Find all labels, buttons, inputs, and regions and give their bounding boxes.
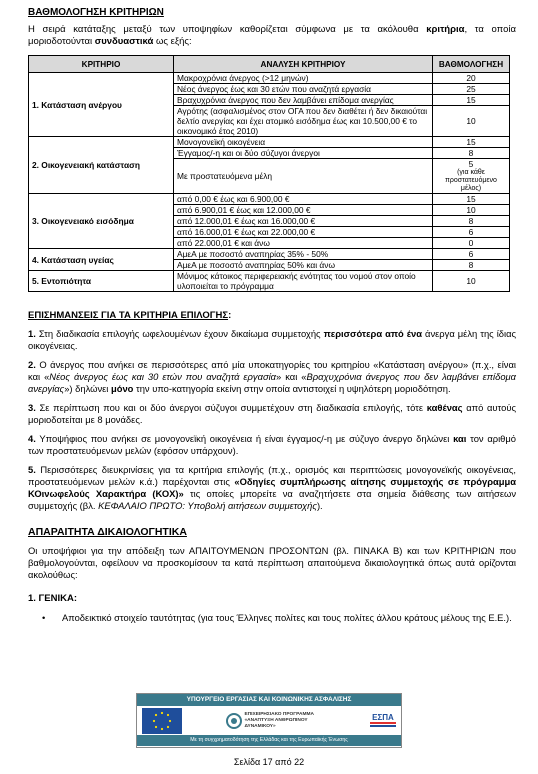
criterion-name: 1. Κατάσταση ανέργου [29,73,174,137]
note-4 [28,433,516,457]
note-text: Σε περίπτωση που και οι δύο άνεργοι σύζυγοι συμμετέχουν στη διαδικασία επιλογής, τότε [35,402,427,413]
criterion-score: 8 [433,216,510,227]
criterion-detail: Μόνιμος κάτοικος περιφερειακής ενότητας του νομού στον οποίο υλοποιείται το πρόγραμμα [174,271,433,292]
intro-text: Η σειρά κατάταξης μεταξύ των υποψηφίων καθορίζεται σύμφωνα με τα ακόλουθα [28,24,427,35]
table-row [29,73,510,84]
note-bold: και [453,433,467,444]
note-1 [28,328,516,352]
criterion-score: 8 [433,260,510,271]
ministry-label: ΥΠΟΥΡΓΕΙΟ ΕΡΓΑΣΙΑΣ ΚΑΙ ΚΟΙΝΩΝΙΚΗΣ ΑΣΦΑΛΙΣΗΣ [137,694,401,706]
section-title: ΒΑΘΜΟΛΟΓΗΣΗ ΚΡΙΤΗΡΙΩΝ [28,7,164,18]
note-text: Περισσότερες διευκρινίσεις για τα κριτήρια επιλογής (π.χ., ορισμός και περιπτώσεις μονογονεϊκής οικογένειας, προστατευόμενων μελών κ.ά.) παρέχονται στις [28,464,516,487]
criterion-detail: ΑμεΑ με ποσοστό αναπηρίας 35% - 50% [174,249,433,260]
bullet-icon: • [42,612,46,623]
logos-row [137,706,401,735]
criterion-score: 6 [433,227,510,238]
criterion-detail: Έγγαμος/-η και οι δύο σύζυγοι άνεργοι [174,148,433,159]
table-row [29,194,510,205]
criterion-name: 2. Οικογενειακή κατάσταση [29,137,174,194]
documents-title: ΑΠΑΡΑΙΤΗΤΑ ΔΙΚΑΙΟΛΟΓΗΤΙΚΑ [28,526,187,538]
header-criterion: ΚΡΙΤΗΡΙΟ [29,56,174,73]
note-5 [28,464,516,512]
note-2 [28,359,516,395]
page-number: Σελίδα 17 από 22 [233,757,305,767]
espa-text: ΕΣΠΑ [372,713,394,722]
criterion-detail: Νέος άνεργος έως και 30 ετών που αναζητά εργασία [174,84,433,95]
list-item-text: Αποδεικτικό στοιχείο ταυτότητας (για τους Έλληνες πολίτες και τους πολίτες άλλου κράτους μέλους της Ε.Ε.). [62,612,512,623]
espa-stripes-icon [370,722,396,728]
note-number: 4. [28,433,36,444]
score-value: 5 [468,159,474,169]
note-bold: «Οδηγίες συμπλήρωσης αίτησης συμμετοχής σε πρόγραμμα ΚΟινωφελούς Χαρακτήρα (ΚΟΧ)» [28,476,516,499]
note-text: » και « [276,371,307,382]
criterion-score: 15 [433,194,510,205]
header-analysis: ΑΝΑΛΥΣΗ ΚΡΙΤΗΡΙΟΥ [174,56,433,73]
criterion-detail: από 6.900,01 € έως και 12.000,00 € [174,205,433,216]
criterion-score: 10 [433,106,510,137]
note-number: 1. [28,328,36,339]
note-bold: καθένας [426,402,463,413]
intro-text: , τα οποία μοριοδοτούνται [28,24,516,47]
criterion-score: 15 [433,95,510,106]
note-italic: Νέος άνεργος έως και 30 ετών που αναζητά εργασία [49,371,277,382]
table-row [29,249,510,260]
criterion-detail: από 12.000,01 € έως και 16.000,00 € [174,216,433,227]
score-note: (για κάθε προστατευόμενο μέλος) [445,169,497,192]
criterion-score: 10 [433,205,510,216]
note-text: από αυτούς μοριοδοτείται με 8 μονάδες. [28,402,516,425]
program-name: ΕΠΙΧΕΙΡΗΣΙΑΚΟ ΠΡΟΓΡΑΜΜΑ «ΑΝΑΠΤΥΞΗ ΑΝΘΡΩΠΙΝΟΥ ΔΥΝΑΜΙΚΟΥ» [244,711,314,729]
criterion-score: 8 [433,148,510,159]
note-number: 2. [28,359,36,370]
criterion-score: 6 [433,249,510,260]
criterion-detail: Βραχυχρόνια άνεργος που δεν λαμβάνει επίδομα ανεργίας [174,95,433,106]
note-number: 3. [28,402,36,413]
criterion-name: 4. Κατάσταση υγείας [29,249,174,271]
criterion-score: 0 [433,238,510,249]
criterion-detail: Μονογονεϊκή οικογένεια [174,137,433,148]
criterion-score: 10 [433,271,510,292]
note-text: Ο άνεργος που ανήκει σε περισσότερες από μία υποκατηγορίες του κριτηρίου «Κατάσταση ανέργου» (π.χ., είναι και « [28,359,516,382]
espa-logo [370,713,396,728]
criterion-score: 25 [433,84,510,95]
criterion-detail: από 0,00 € έως και 6.900,00 € [174,194,433,205]
table-row [29,271,510,292]
criterion-detail: από 16.000,01 € έως και 22.000,00 € [174,227,433,238]
criterion-score [433,159,510,194]
notes-title-colon: : [228,310,232,321]
note-text: ). [316,500,323,511]
intro-bold: κριτήρια [426,24,465,35]
program-logo [226,712,327,730]
note-text: άνεργα μέλη της ίδιας οικογένειας. [28,328,517,351]
program-emblem-icon [226,713,242,729]
note-italic: Βραχυχρόνια άνεργος που δεν λαμβάνει επίδομα ανεργίας [28,371,517,394]
note-text: τις οποίες μπορείτε να αναζητήσετε στα σημεία διάθεσης των αιτήσεων συμμετοχής (βλ. [28,488,517,511]
document-page [28,0,516,624]
header-score: ΒΑΘΜΟΛΟΓΗΣΗ [433,56,510,73]
note-bold: περισσότερα από ένα [323,328,423,339]
criterion-name: 3. Οικογενειακό εισόδημα [29,194,174,249]
note-3 [28,402,516,426]
criterion-detail: από 22.000,01 € και άνω [174,238,433,249]
intro-bold: συνδυαστικά [94,36,154,47]
note-bold: μόνο [111,383,134,394]
note-text: ») δηλώνει [64,383,111,394]
notes-title-text: ΕΠΙΣΗΜΑΝΣΕΙΣ ΓΙΑ ΤΑ ΚΡΙΤΗΡΙΑ ΕΠΙΛΟΓΗΣ [28,310,229,321]
table-row [29,137,510,148]
cofunding-label: Με τη συγχρηματοδότηση της Ελλάδας και της Ευρωπαϊκής Ένωσης [137,735,401,746]
note-text: Υποψήφιος που ανήκει σε μονογονεϊκή οικογένεια ή είναι έγγαμος/-η με σύζυγο άνεργο δηλώνει [35,433,454,444]
list-item [28,612,516,624]
note-text: τον αριθμό των προστατευόμενων μελών (εφόσον υπάρχουν). [28,433,517,456]
intro-text: ως εξής: [153,36,192,47]
table-header-row [29,56,510,73]
criterion-detail: Με προστατευόμενα μέλη [174,159,433,194]
note-number: 5. [28,464,36,475]
note-text: την υπο-κατηγορία εκείνη στην οποία αντιστοιχεί η υψηλότερη μοριοδότηση. [133,383,451,394]
criterion-detail: ΑμεΑ με ποσοστό αναπηρίας 50% και άνω [174,260,433,271]
intro-paragraph [28,24,516,48]
eu-flag-icon [142,708,182,734]
criterion-detail: Μακροχρόνια άνεργος (>12 μηνών) [174,73,433,84]
documents-intro: Οι υποψήφιοι για την απόδειξη των ΑΠΑΙΤΟΥΜΕΝΩΝ ΠΡΟΣΟΝΤΩΝ (βλ. ΠΙΝΑΚΑ Β) και των ΚΡΙΤΗΡΙΩΝ που βαθμολογούνται, οφείλουν να προσκομίσουν τα κατά περίπτωση απαιτούμενα δικαιολογητικά όπως αυτά ορίζονται ακολούθως: [28,545,516,580]
criterion-score: 20 [433,73,510,84]
note-italic: ΚΕΦΑΛΑΙΟ ΠΡΩΤΟ: Υποβολή αιτήσεων συμμετοχής [98,500,317,511]
note-text: Στη διαδικασία επιλογής ωφελουμένων έχουν δικαίωμα συμμετοχής [35,328,324,339]
notes-title [28,310,516,321]
criterion-score: 15 [433,137,510,148]
criteria-table [28,55,510,292]
general-title: 1. ΓΕΝΙΚΑ: [28,593,77,604]
criterion-detail: Αγρότης (ασφαλισμένος στον ΟΓΑ που δεν διαθέτει ή δεν δικαιούται δελτίο ανεργίας και έχει ατομικό εισόδημα έως και 10.500,00 € το οικονομικό έτος 2010) [174,106,433,137]
funding-banner [136,693,402,748]
criterion-name: 5. Εντοπιότητα [29,271,174,292]
